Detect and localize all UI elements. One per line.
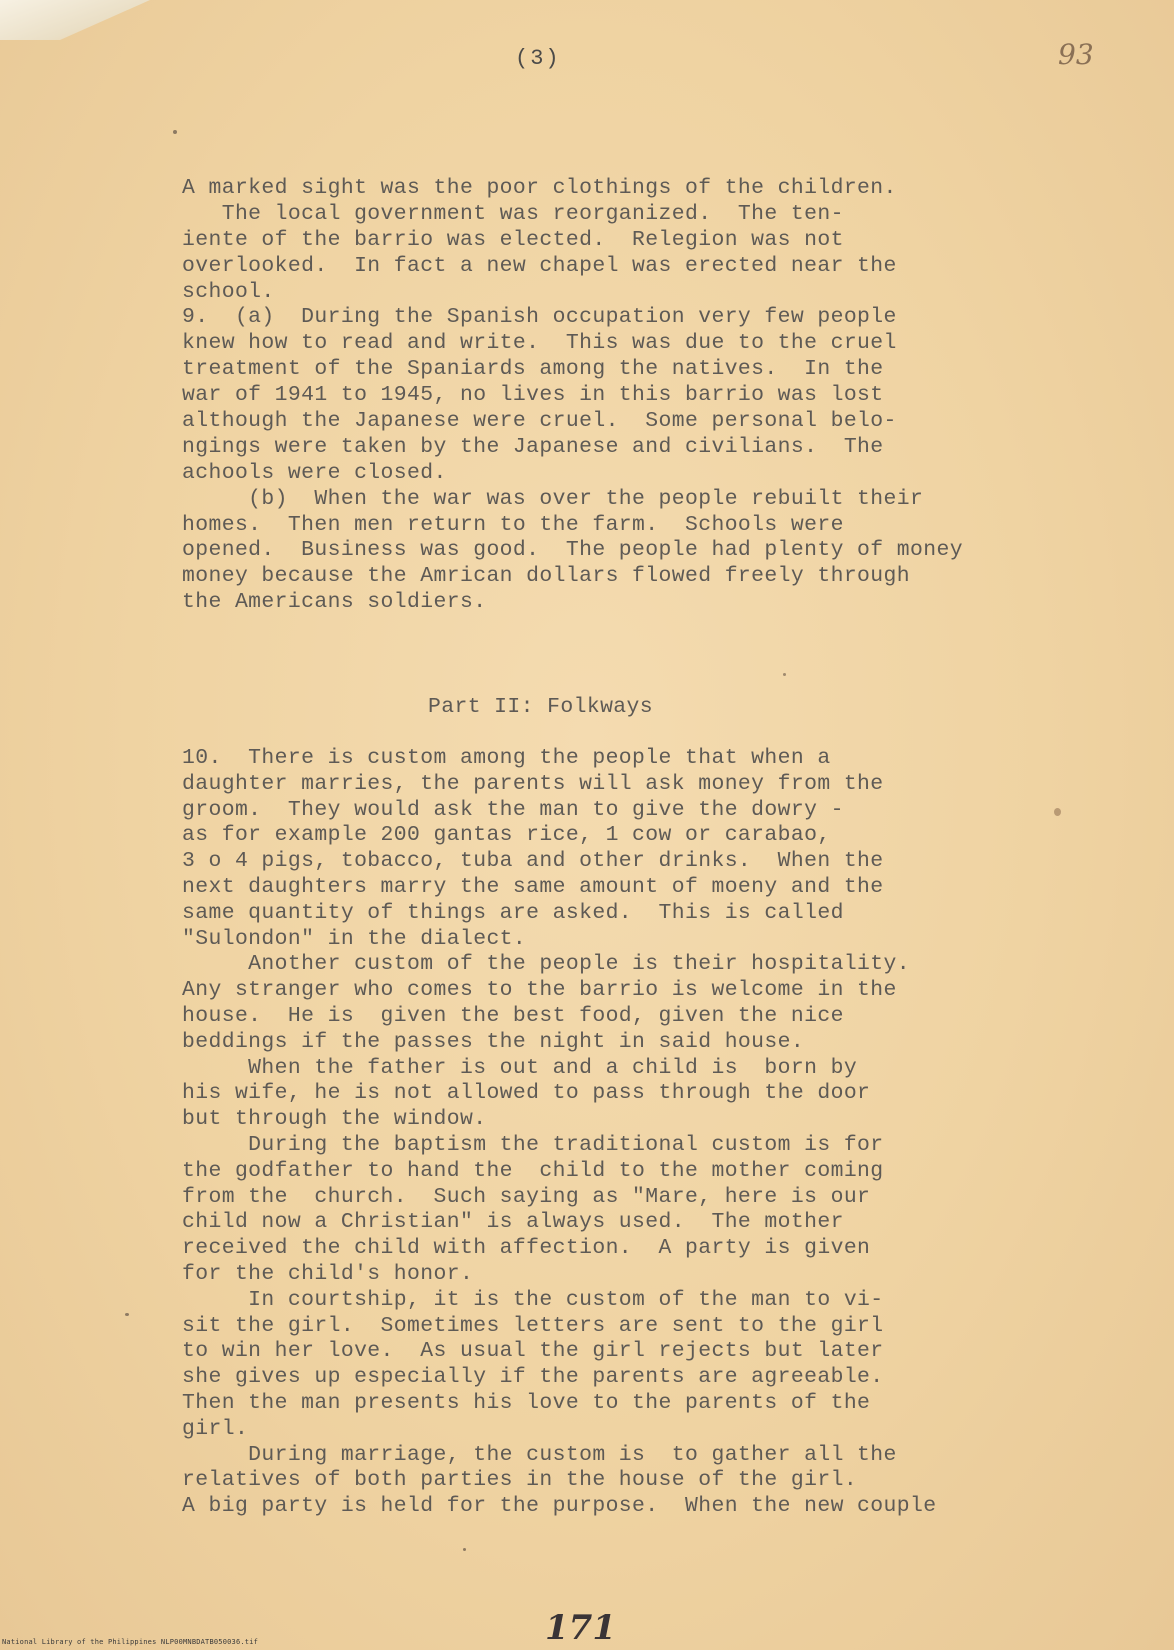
section-1-line: homes. Then men return to the farm. Schools were bbox=[182, 512, 844, 537]
section-2-line: from the church. Such saying as "Mare, here is our bbox=[182, 1184, 871, 1209]
section-2-line: sit the girl. Sometimes letters are sent to the girl bbox=[182, 1313, 884, 1338]
part-heading: Part II: Folkways bbox=[428, 695, 654, 719]
section-1-line: war of 1941 to 1945, no lives in this barrio was lost bbox=[182, 383, 884, 408]
section-1-line: the Americans soldiers. bbox=[182, 590, 487, 615]
section-2-line: his wife, he is not allowed to pass through the door bbox=[182, 1081, 871, 1106]
section-2-line: as for example 200 gantas rice, 1 cow or carabao, bbox=[182, 823, 831, 848]
section-2-line: to win her love. As usual the girl rejects but later bbox=[182, 1339, 884, 1364]
section-2-line: the godfather to hand the child to the mother coming bbox=[182, 1158, 884, 1183]
section-2-line: Then the man presents his love to the parents of the bbox=[182, 1390, 871, 1415]
archive-page-number: 93 bbox=[1058, 38, 1094, 71]
section-2-line: "Sulondon" in the dialect. bbox=[182, 926, 527, 951]
handwritten-page-number: 171 bbox=[545, 1608, 616, 1648]
paper-speck bbox=[125, 1313, 129, 1316]
section-1-line: iente of the barrio was elected. Relegion was not bbox=[182, 227, 844, 252]
section-1-line: ngings were taken by the Japanese and civilians. The bbox=[182, 434, 884, 459]
section-2-line: she gives up especially if the parents are agreeable. bbox=[182, 1365, 884, 1390]
section-2-line: groom. They would ask the man to give the dowry - bbox=[182, 797, 844, 822]
section-1-line: school. bbox=[182, 279, 275, 304]
section-2-line: beddings if the passes the night in said house. bbox=[182, 1029, 805, 1054]
section-2-line: A big party is held for the purpose. When the new couple bbox=[182, 1494, 937, 1519]
section-1-line: The local government was reorganized. The ten- bbox=[182, 201, 844, 226]
section-1-line: money because the Amrican dollars flowed freely through bbox=[182, 564, 911, 589]
section-2-line: When the father is out and a child is born by bbox=[182, 1055, 858, 1080]
section-1-line: opened. Business was good. The people had plenty of money bbox=[182, 538, 963, 563]
page-number: (3) bbox=[515, 46, 561, 71]
section-1-line: overlooked. In fact a new chapel was erected near the bbox=[182, 253, 897, 278]
section-2-line: house. He is given the best food, given the nice bbox=[182, 1003, 844, 1028]
section-2-line: for the child's honor. bbox=[182, 1261, 474, 1286]
section-1-line: treatment of the Spaniards among the natives. In the bbox=[182, 357, 884, 382]
section-2-line: In courtship, it is the custom of the man to vi- bbox=[182, 1287, 884, 1312]
section-1-body bbox=[182, 176, 1082, 616]
paper-speck bbox=[783, 673, 786, 676]
section-2-line: Another custom of the people is their hospitality. bbox=[182, 952, 911, 977]
section-2-line: relatives of both parties in the house of the girl. bbox=[182, 1468, 858, 1493]
section-2-line: girl. bbox=[182, 1416, 249, 1441]
section-2-line: During the baptism the traditional custom is for bbox=[182, 1132, 884, 1157]
section-2-line: but through the window. bbox=[182, 1107, 487, 1132]
section-1-line: A marked sight was the poor clothings of the children. bbox=[182, 176, 897, 200]
section-2-line: same quantity of things are asked. This is called bbox=[182, 900, 844, 925]
section-2-body bbox=[182, 746, 1082, 1520]
section-1-line: achools were closed. bbox=[182, 460, 447, 485]
section-2-line: received the child with affection. A party is given bbox=[182, 1236, 871, 1261]
section-2-line: 3 o 4 pigs, tobacco, tuba and other drinks. When the bbox=[182, 849, 884, 874]
section-1-line: 9. (a) During the Spanish occupation very few people bbox=[182, 305, 897, 330]
section-2-line: During marriage, the custom is to gather all the bbox=[182, 1442, 897, 1467]
section-1-line: knew how to read and write. This was due to the cruel bbox=[182, 331, 897, 356]
paper-speck bbox=[1054, 808, 1061, 816]
section-2-line: next daughters marry the same amount of moeny and the bbox=[182, 874, 884, 899]
section-2-line: 10. There is custom among the people that when a bbox=[182, 746, 831, 770]
section-1-line: although the Japanese were cruel. Some personal belo- bbox=[182, 409, 897, 434]
section-1-line: (b) When the war was over the people rebuilt their bbox=[182, 486, 924, 511]
paper-speck bbox=[173, 130, 177, 134]
paper-speck bbox=[463, 1548, 466, 1551]
section-2-line: daughter marries, the parents will ask money from the bbox=[182, 771, 884, 796]
section-2-line: child now a Christian" is always used. The mother bbox=[182, 1210, 844, 1235]
section-2-line: Any stranger who comes to the barrio is welcome in the bbox=[182, 978, 897, 1003]
scan-footer: National Library of the Philippines NLP00MNBDATB050036.tif bbox=[2, 1638, 259, 1646]
